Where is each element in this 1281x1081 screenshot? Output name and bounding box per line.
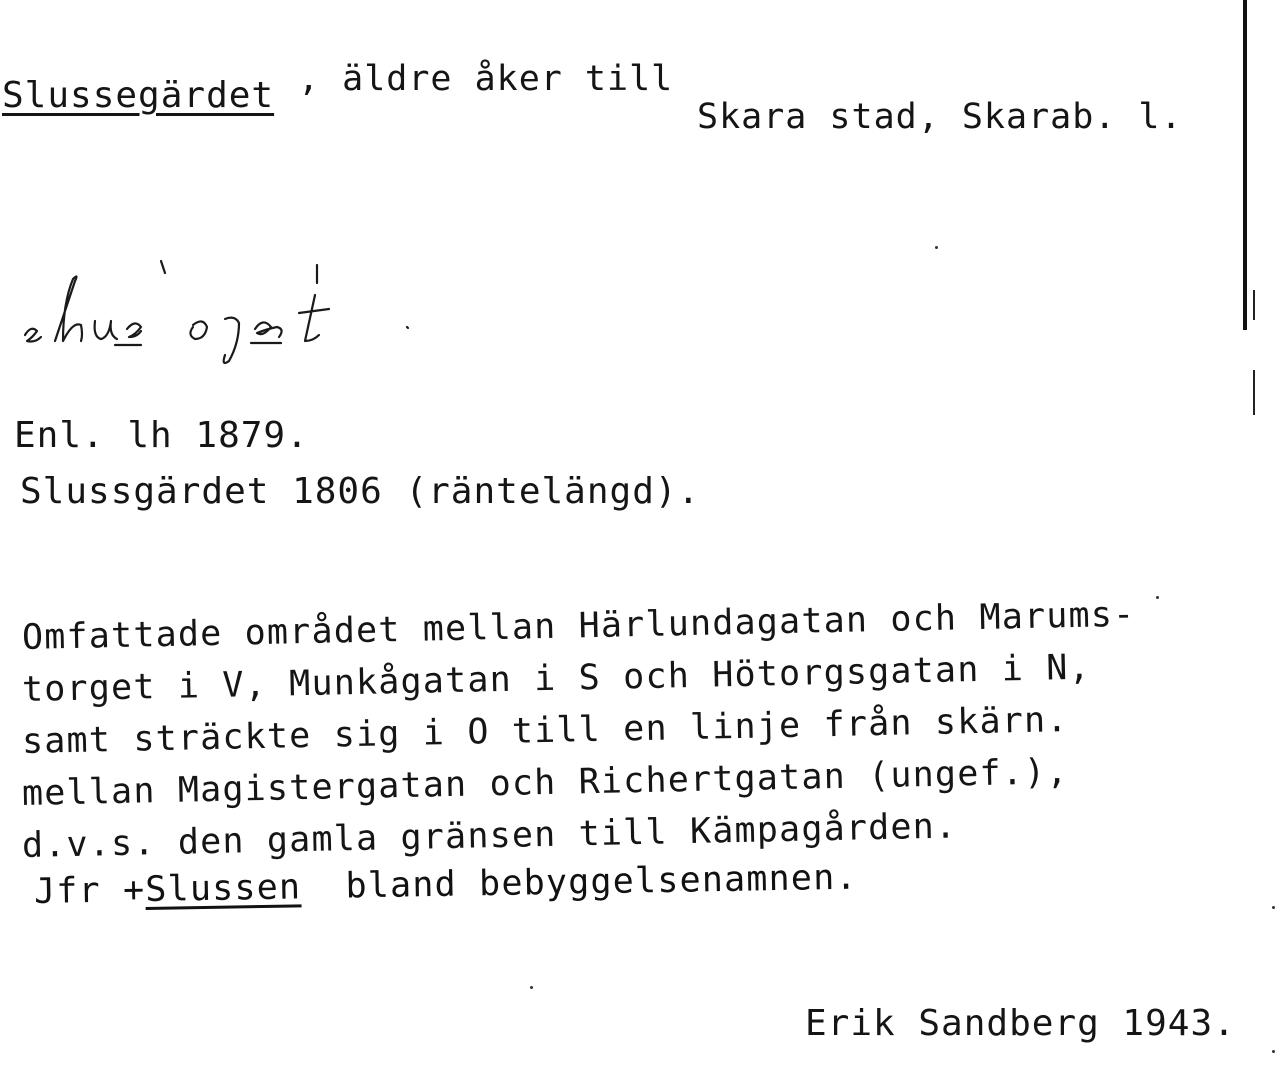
description-line-1: Omfattade området mellan Härlundagatan och Marums- [21,594,1136,658]
crossref-suffix: bland bebyggelsenamnen. [345,857,859,907]
description-line-3: samt sträckte sig i O till en linje från skärn. [21,700,1069,762]
edge-mark [1253,370,1255,415]
source-line-1: Enl. lh 1879. [14,415,309,456]
description-line-2: torget i V, Munkågatan i S och Hötorgsgatan i N, [21,647,1092,710]
card-right-edge [1243,0,1247,330]
signature: Erik Sandberg 1943. [805,1003,1236,1044]
heading-description: , äldre åker till [298,59,674,99]
edge-mark [1253,290,1255,320]
crossref-prefix: Jfr + [33,870,146,912]
scan-speck [530,986,533,989]
scan-speck [1272,1050,1275,1053]
scan-speck [1272,906,1275,909]
description-line-5: d.v.s. den gamla gränsen till Kämpagården. [21,806,958,866]
crossref-line [34,858,858,912]
description-line-4: mellan Magistergatan och Richertgatan (ungef.), [21,752,1069,814]
crossref-name: Slussen [144,867,302,911]
scan-speck [1156,596,1159,599]
heading-place-name: Slussegärdet [2,75,275,116]
source-line-2: Slussgärdet 1806 (räntelängd). [20,471,701,512]
location-label: Skara stad, Skarab. l. [697,97,1183,137]
handwritten-pronunciation [15,255,415,365]
scan-speck [935,246,938,249]
